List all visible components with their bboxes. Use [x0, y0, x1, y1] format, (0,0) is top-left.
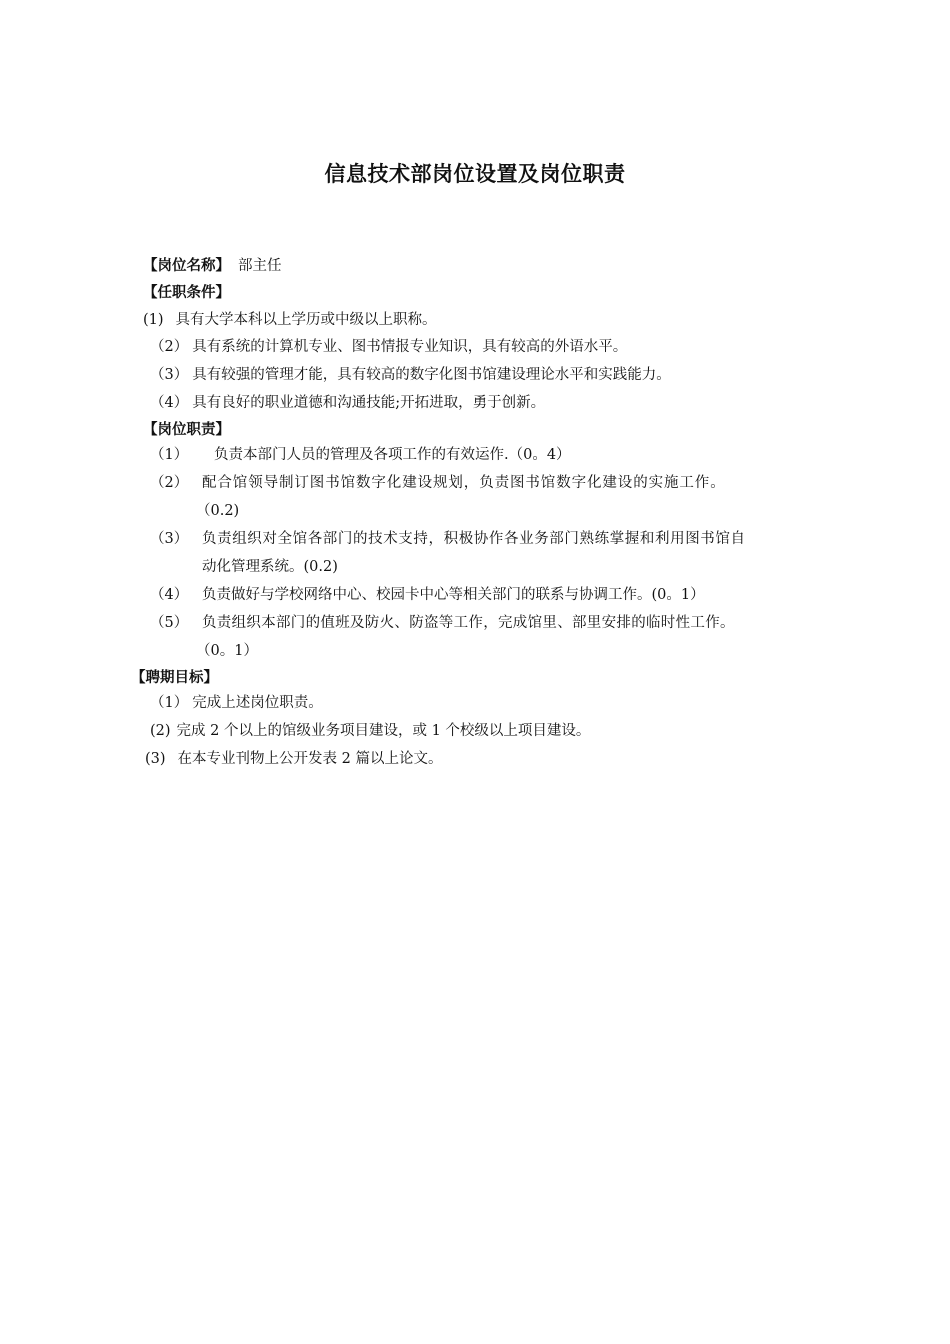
qualification-num: （3） — [150, 367, 189, 383]
duty-text-line1: 负责组织对全馆各部门的技术支持，积极协作各业务部门熟练掌握和利用图书馆自 — [202, 531, 746, 547]
position-value: 部主任 — [238, 258, 282, 274]
goal-item — [145, 749, 443, 769]
position-row — [143, 256, 282, 276]
goal-num: (2) — [150, 723, 171, 739]
qualification-text: 具有大学本科以上学历或中级以上职称。 — [175, 312, 437, 328]
goal-item — [150, 693, 323, 713]
duty-text-line2: （0。1） — [196, 643, 258, 659]
goal-item — [150, 721, 590, 741]
qualification-num: （2） — [150, 339, 189, 355]
duty-num: （2） — [150, 475, 189, 491]
qualification-num: (1) — [143, 312, 164, 328]
duties-label: 【岗位职责】 — [143, 422, 230, 438]
goal-num: （1） — [150, 695, 189, 711]
duty-text-line2: （0.2) — [196, 503, 240, 519]
qualification-text: 具有系统的计算机专业、图书情报专业知识，具有较高的外语水平。 — [192, 339, 628, 355]
qualifications-label: 【任职条件】 — [143, 285, 230, 301]
qualification-text: 具有良好的职业道德和沟通技能;开拓进取，勇于创新。 — [192, 395, 546, 411]
duty-text-line1: 负责组织本部门的值班及防火、防盗等工作，完成馆里、部里安排的临时性工作。 — [202, 615, 735, 631]
duty-text-line1: 负责做好与学校网络中心、校园卡中心等相关部门的联系与协调工作。(0。1） — [202, 587, 705, 603]
duty-num: （3） — [150, 531, 189, 547]
qualification-item — [150, 393, 545, 413]
duty-text-line1: 配合馆领导制订图书馆数字化建设规划，负责图书馆数字化建设的实施工作。 — [202, 475, 726, 491]
duty-text-line1: 负责本部门人员的管理及各项工作的有效运作.（0。4） — [214, 447, 571, 463]
goal-text: 完成 2 个以上的馆级业务项目建设，或 1 个校级以上项目建设。 — [176, 723, 591, 739]
goal-num: (3) — [145, 751, 166, 767]
document-title: 信息技术部岗位设置及岗位职责 — [324, 162, 626, 186]
qualification-item — [143, 310, 437, 330]
qualification-item — [150, 337, 627, 357]
duty-num: （1） — [150, 447, 189, 463]
qualification-item — [150, 365, 671, 385]
duty-num: （4） — [150, 587, 189, 603]
goal-text: 在本专业刊物上公开发表 2 篇以上论文。 — [177, 751, 443, 767]
goals-label: 【聘期目标】 — [131, 670, 218, 686]
qualification-text: 具有较强的管理才能，具有较高的数字化图书馆建设理论水平和实践能力。 — [192, 367, 671, 383]
position-label: 【岗位名称】 — [143, 258, 230, 274]
goal-text: 完成上述岗位职责。 — [192, 695, 323, 711]
duty-num: （5） — [150, 615, 189, 631]
qualification-num: （4） — [150, 395, 189, 411]
duty-text-line2: 动化管理系统。(0.2) — [202, 559, 338, 575]
